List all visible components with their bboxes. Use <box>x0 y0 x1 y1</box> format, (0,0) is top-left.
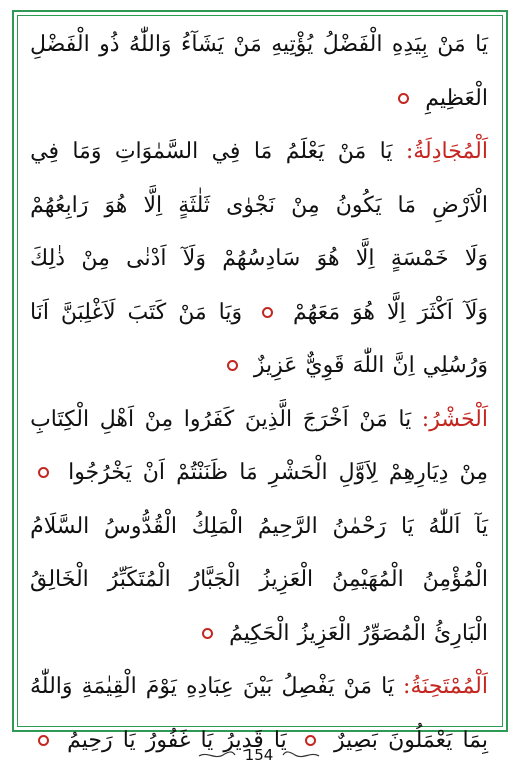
word: مَعَهُمْ <box>292 299 341 325</box>
word: الْمَلِكُ <box>191 513 244 539</box>
word: بَيْنَ <box>242 674 273 700</box>
word: مَا <box>397 192 417 218</box>
word: الْمُتَكَبِّرُ <box>107 567 171 593</box>
text-body <box>30 18 488 767</box>
word: يَوْمَ <box>145 674 177 700</box>
word: رَابِعُهُمْ <box>30 192 89 218</box>
text-line <box>30 553 488 607</box>
word: الْاَرْضِ <box>432 192 488 218</box>
word: يَا <box>475 32 488 58</box>
word: مَنْ <box>178 299 207 325</box>
left-ornament-icon <box>197 749 237 761</box>
word: يُؤْتِيهِ <box>271 32 314 58</box>
word: عَزِيزٌ <box>253 353 298 379</box>
word: هُوَ <box>352 299 376 325</box>
word: سَادِسُهُمْ <box>222 246 301 272</box>
word: يَكُونُ <box>335 192 382 218</box>
word: يَا <box>122 727 136 753</box>
section-heading: اَلْمُجَادِلَةُ: <box>405 139 488 165</box>
word: مَنْ <box>233 32 262 58</box>
word: الْحَشْرِ <box>268 460 328 486</box>
word: مَا <box>253 139 273 165</box>
right-ornament-icon <box>281 749 321 761</box>
word: مِنْ <box>459 460 488 486</box>
word: مَنْ <box>437 32 466 58</box>
text-line <box>30 179 488 233</box>
word: دِيَارِهِمْ <box>388 460 449 486</box>
word: يَآ <box>475 513 488 539</box>
word: رَحْمٰنُ <box>332 513 387 539</box>
word: قَوِيٌّ <box>305 353 345 379</box>
word: مِنْ <box>144 406 174 432</box>
word: هُوَ <box>316 246 340 272</box>
word: رَحِيمُ <box>67 727 113 753</box>
word: الْكِتَابِ <box>30 406 90 432</box>
word: الْمُؤْمِنُ <box>422 567 488 593</box>
text-line <box>30 500 488 554</box>
text-line <box>30 286 488 340</box>
word: الْمُهَيْمِنُ <box>331 567 404 593</box>
word: مَنْ <box>337 139 367 165</box>
word: كَفَرُوا <box>183 406 235 432</box>
verse-end-circle-icon <box>262 307 273 318</box>
text-line <box>30 393 488 447</box>
word: اِلَّا <box>355 246 375 272</box>
word: السَّلَامُ <box>30 513 90 539</box>
word: الْعَزِيزُ <box>297 620 352 646</box>
verse-end-circle-icon <box>202 628 213 639</box>
text-line <box>30 339 488 393</box>
word: ظَنَنْتُمْ <box>176 460 229 486</box>
word: فِي <box>30 139 59 165</box>
text-line <box>30 18 488 72</box>
word: يَا <box>398 406 412 432</box>
word: خَمْسَةٍ <box>390 246 449 272</box>
word: الْفَضْلُ <box>322 32 383 58</box>
word: غَفُورُ <box>145 727 191 753</box>
word: الْحَكِيمُ <box>229 620 290 646</box>
word: الَّذِينَ <box>244 406 293 432</box>
word: الْعَظِيمِ <box>425 85 488 111</box>
text-line <box>30 232 488 286</box>
text-line <box>30 660 488 714</box>
word: الرَّحِيمُ <box>257 513 318 539</box>
word: اَخْرَجَ <box>302 406 349 432</box>
word: مَنْ <box>359 406 388 432</box>
word: مَنْ <box>343 674 373 700</box>
word: بِمَا <box>462 727 488 753</box>
word: وَاللّٰهُ <box>30 674 73 700</box>
word: اَكْثَرَ <box>417 299 453 325</box>
word: الْقُدُّوسُ <box>104 513 178 539</box>
word: ذٰلِكَ <box>30 246 66 272</box>
section-heading: اَلْمُمْتَحِنَةُ: <box>403 674 488 700</box>
word: وَرُسُلِي <box>422 353 488 379</box>
word: الْفَضْلِ <box>30 32 90 58</box>
word: يَشَآءُ <box>181 32 224 58</box>
word: وَلَآ <box>182 246 206 272</box>
word: الْجَبَّارُ <box>189 567 241 593</box>
word: لَاَغْلِبَنَّ <box>60 299 116 325</box>
word: كَتَبَ <box>127 299 167 325</box>
word: يَا <box>379 139 393 165</box>
word: مِنْ <box>81 246 110 272</box>
word: ثَلٰثَةٍ <box>178 192 211 218</box>
word: يَعْلَمُ <box>285 139 325 165</box>
word: وَمَا <box>72 139 102 165</box>
word: يَخْرُجُوا <box>68 460 132 486</box>
word: يَفْصِلُ <box>281 674 335 700</box>
verse-end-circle-icon <box>227 360 238 371</box>
word: اَهْلِ <box>99 406 135 432</box>
word: اَنَا <box>30 299 49 325</box>
word: الْبَارِئُ <box>433 620 488 646</box>
word: يَا <box>273 727 287 753</box>
word: السَّمٰوَاتِ <box>114 139 199 165</box>
word: اِلَّا <box>386 299 406 325</box>
text-line <box>30 446 488 500</box>
word: وَاللّٰهُ <box>129 32 172 58</box>
word: بِيَدِهِ <box>391 32 428 58</box>
word: الْقِيٰمَةِ <box>81 674 137 700</box>
word: وَلَآ <box>464 299 488 325</box>
word: اَدْنٰى <box>126 246 167 272</box>
word: وَلَا <box>464 246 488 272</box>
word: فِي <box>211 139 241 165</box>
text-line <box>30 72 488 126</box>
word: اَللّٰهُ <box>428 513 461 539</box>
section-heading: اَلْحَشْرُ: <box>421 406 488 432</box>
word: اِلَّا <box>143 192 163 218</box>
word: يَا <box>381 674 394 700</box>
word: وَيَا <box>218 299 243 325</box>
page-number: 154 <box>244 746 274 764</box>
word: اللّٰهَ <box>352 353 385 379</box>
word: الْخَالِقُ <box>30 567 89 593</box>
text-line <box>30 125 488 179</box>
word: الْعَزِيزُ <box>259 567 314 593</box>
word: يَا <box>400 513 414 539</box>
word: بَصِيرٌ <box>333 727 378 753</box>
verse-end-circle-icon <box>38 735 49 746</box>
word: قَدِيرُ <box>223 727 264 753</box>
word: لِاَوَّلِ <box>338 460 378 486</box>
verse-end-circle-icon <box>305 735 316 746</box>
verse-end-circle-icon <box>38 467 49 478</box>
word: اَنْ <box>142 460 165 486</box>
word: يَعْمَلُونَ <box>388 727 453 753</box>
word: نَجْوٰى <box>226 192 276 218</box>
text-line <box>30 607 488 661</box>
word: اِنَّ <box>392 353 415 379</box>
word: مِنْ <box>291 192 320 218</box>
word: الْمُصَوِّرُ <box>359 620 426 646</box>
word: مَا <box>239 460 258 486</box>
word: هُوَ <box>104 192 128 218</box>
verse-end-circle-icon <box>398 93 409 104</box>
word: يَا <box>200 727 214 753</box>
word: عِبَادِهِ <box>185 674 234 700</box>
page-footer <box>0 746 518 764</box>
word: ذُو <box>99 32 120 58</box>
